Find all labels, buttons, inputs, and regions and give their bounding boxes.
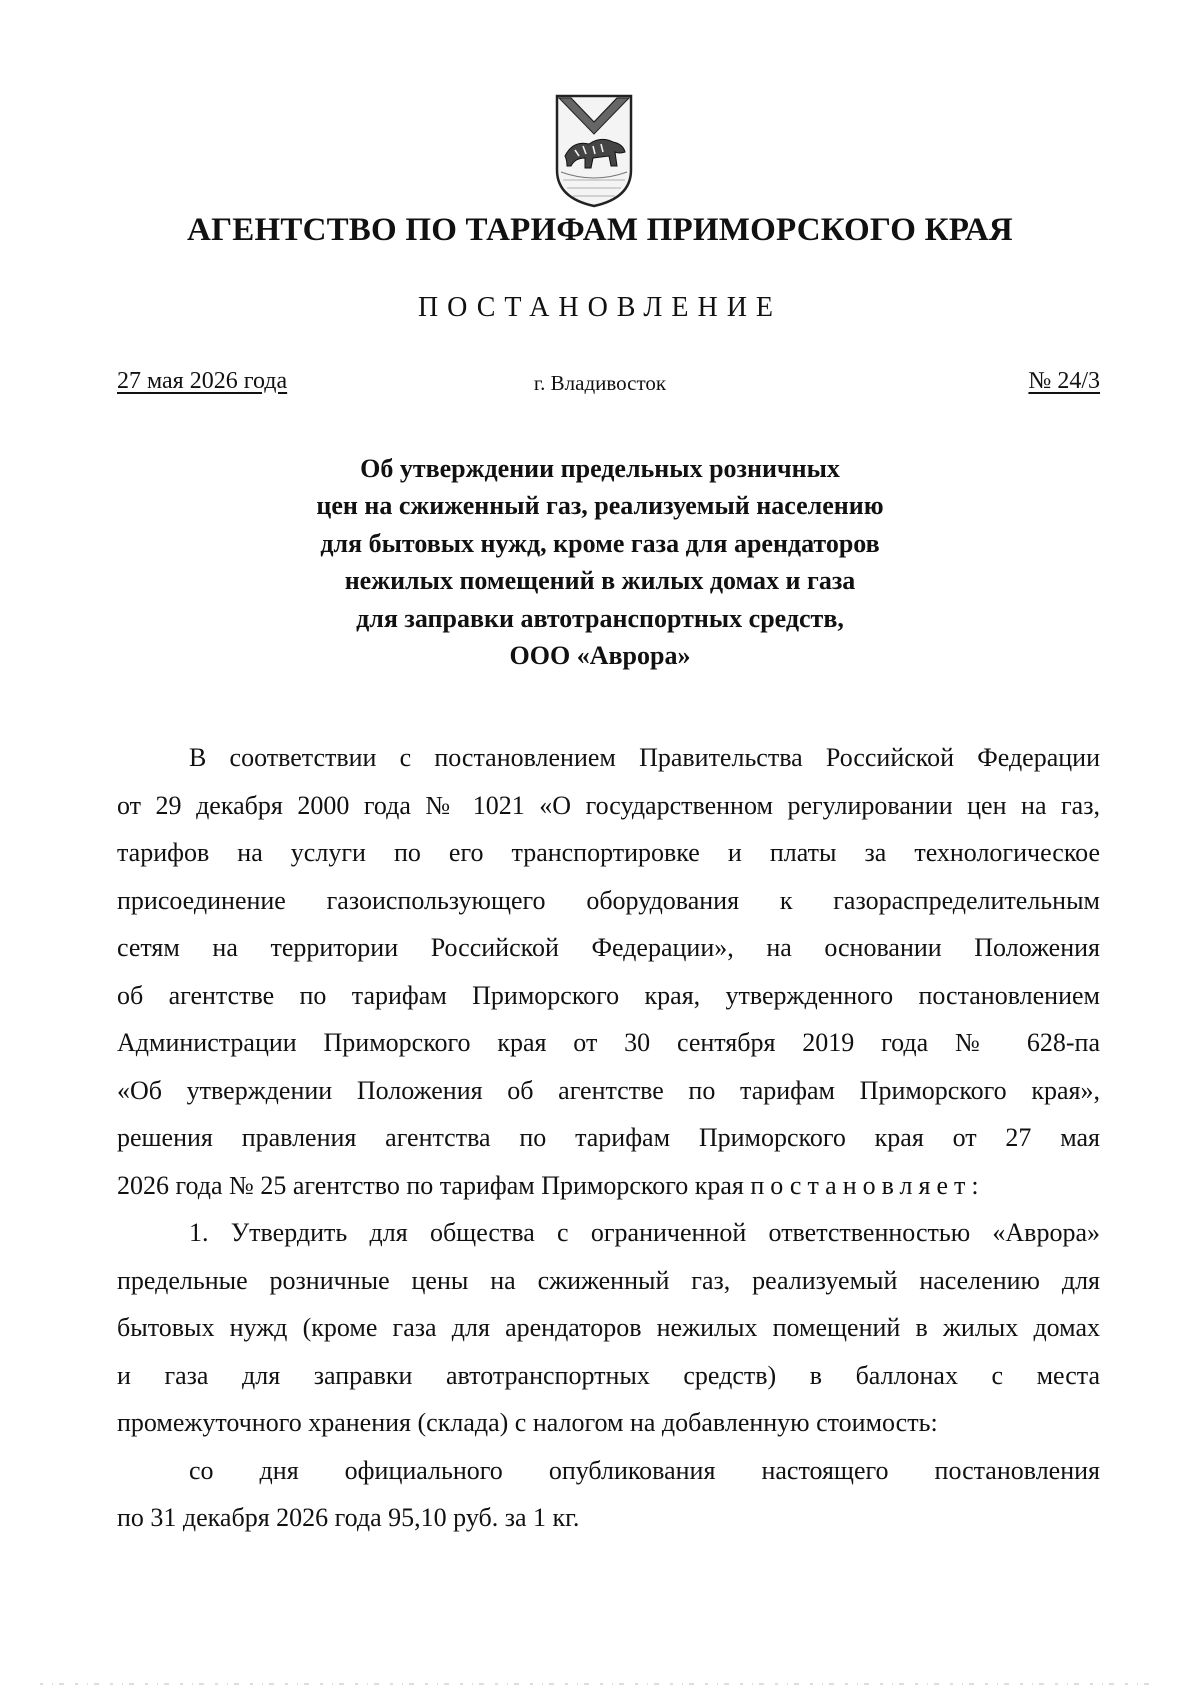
body-line-resolution bbox=[117, 1162, 1100, 1210]
document-city: г. Владивосток bbox=[533, 371, 667, 395]
body-line: от 29 декабря 2000 года № 1021 «О государственном регулировании цен на газ, bbox=[117, 790, 1100, 820]
title-line: Об утверждении предельных розничных bbox=[360, 454, 840, 483]
document-title bbox=[0, 450, 1200, 674]
body-line: об агентстве по тарифам Приморского края, утвержденного постановлением bbox=[117, 980, 1100, 1010]
body-line: сетям на территории Российской Федерации», на основании Положения bbox=[117, 933, 1100, 962]
title-line: цен на сжиженный газ, реализуемый населению bbox=[316, 491, 884, 521]
document-date: 27 мая 2026 года bbox=[117, 368, 288, 394]
body-line: со дня официального опубликования настоящего постановления bbox=[189, 1455, 1100, 1485]
body-line: решения правления агентства по тарифам Приморского края от 27 мая bbox=[117, 1123, 1100, 1152]
body-line: промежуточного хранения (склада) с налогом на добавленную стоимость: bbox=[117, 1408, 938, 1437]
title-line: ООО «Аврора» bbox=[509, 641, 691, 671]
body-line: тарифов на услуги по его транспортировке и платы за технологическое bbox=[117, 838, 1100, 867]
body-line: 1. Утвердить для общества с ограниченной ответственностью «Аврора» bbox=[189, 1218, 1100, 1247]
scan-artifact-line bbox=[40, 1683, 1160, 1685]
document-body bbox=[117, 734, 1100, 1542]
body-line: присоединение газоиспользующего оборудования к газораспределительным bbox=[117, 885, 1100, 915]
resolves-word: постановляет: bbox=[750, 1170, 985, 1200]
title-line: для заправки автотранспортных средств, bbox=[356, 603, 844, 633]
body-line: Администрации Приморского края от 30 сентября 2019 года № 628-па bbox=[117, 1028, 1100, 1057]
body-line: и газа для заправки автотранспортных средств) в баллонах с места bbox=[117, 1360, 1100, 1390]
body-line: предельные розничные цены на сжиженный газ, реализуемый населению для bbox=[117, 1265, 1100, 1295]
body-line: бытовых нужд (кроме газа для арендаторов нежилых помещений в жилых домах bbox=[117, 1313, 1100, 1342]
body-line: «Об утверждении Положения об агентстве по тарифам Приморского края», bbox=[117, 1075, 1100, 1105]
document-type: ПОСТАНОВЛЕНИЕ bbox=[417, 292, 783, 323]
title-line: нежилых помещений в жилых домах и газа bbox=[344, 566, 856, 596]
body-line: по 31 декабря 2026 года 95,10 руб. за 1 кг. bbox=[117, 1503, 580, 1532]
body-line: В соответствии с постановлением Правительства Российской Федерации bbox=[189, 743, 1100, 772]
body-line-text: 2026 года № 25 агентство по тарифам Приморского края bbox=[117, 1170, 744, 1200]
title-line: для бытовых нужд, кроме газа для арендаторов bbox=[320, 528, 880, 558]
document-number: № 24/3 bbox=[1028, 368, 1100, 394]
agency-name: АГЕНТСТВО ПО ТАРИФАМ ПРИМОРСКОГО КРАЯ bbox=[187, 212, 1013, 248]
coat-of-arms-icon bbox=[553, 92, 635, 210]
